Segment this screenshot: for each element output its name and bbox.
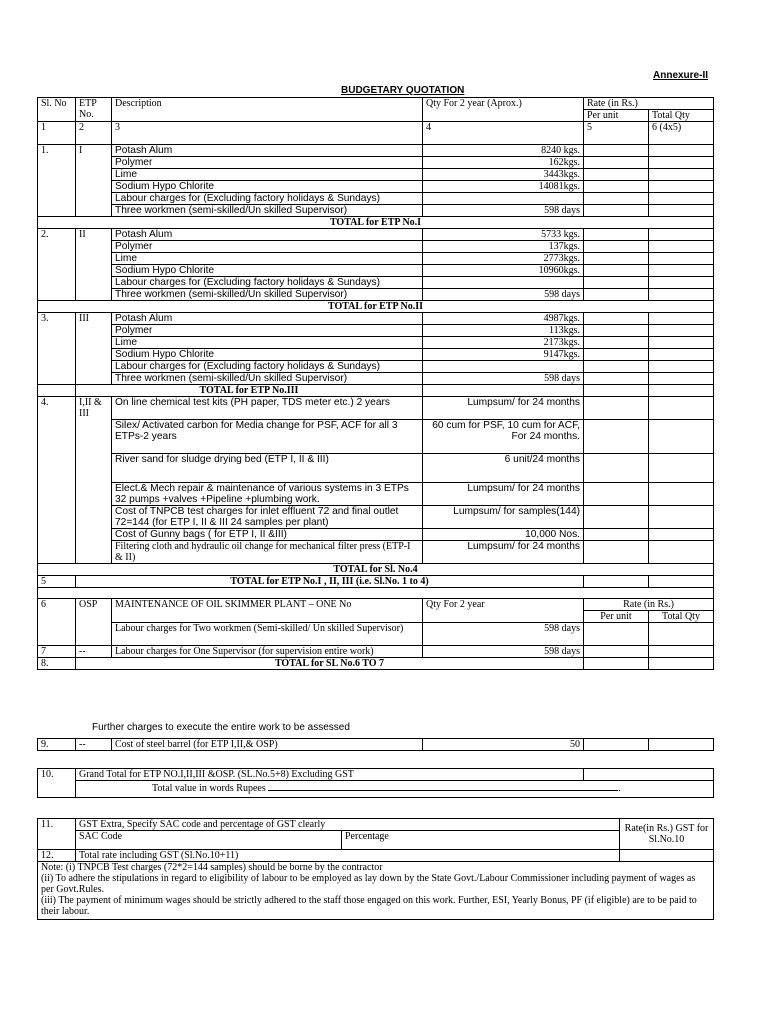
row6-qty-header: Qty For 2 year (423, 599, 584, 623)
header-qty: Qty For 2 year (Aprox.) (423, 98, 584, 122)
notes-block (38, 862, 714, 920)
etp2-item-desc: Labour charges for (Excluding factory holidays & Sundays) (112, 277, 423, 289)
header-description: Description (112, 98, 423, 122)
etp2-item-desc: Polymer (112, 241, 423, 253)
etp1-item-desc: Lime (112, 169, 423, 181)
row11-sl: 11. (38, 819, 76, 850)
etp3-item-qty (423, 361, 584, 373)
row8-sl: 8. (38, 658, 76, 670)
etp1-item-qty: 3443kgs. (423, 169, 584, 181)
etp1-item-desc: Three workmen (semi-skilled/Un skilled Supervisor) (112, 205, 423, 217)
etp3-item-desc: Potash Alum (112, 313, 423, 325)
row6-etp: OSP (76, 599, 112, 646)
etp3-item-qty: 9147kgs. (423, 349, 584, 361)
sl4-item-qty: Lumpsum/ for 24 months (423, 541, 584, 564)
col-num-5: 5 (584, 122, 649, 145)
etp2-item-qty: 5733 kgs. (423, 229, 584, 241)
row11-rate: Rate(in Rs.) GST for Sl.No.10 (620, 819, 714, 850)
row10-words (76, 781, 714, 798)
steel-barrel-table (37, 738, 714, 751)
row9-desc: Cost of steel barrel (for ETP I,II,& OSP) (112, 739, 423, 751)
etp2-total: TOTAL for ETP No.II (38, 301, 714, 313)
note-3: (iii) The payment of minimum wages should be strictly adhered to the staff those engaged on this work. Further, ESI, Yearly Bonus, PF (if eligible) are to be paid to their labour. (41, 895, 697, 917)
sl4-item-desc: Cost of Gunny bags ( for ETP I, II &III) (112, 529, 423, 541)
etp2-item-desc: Potash Alum (112, 229, 423, 241)
etp1-item-qty (423, 193, 584, 205)
gst-table (37, 818, 714, 920)
row8-total: TOTAL for SL No.6 TO 7 (76, 658, 584, 670)
header-per-unit: Per unit (584, 110, 649, 122)
sl4-item-qty: 60 cum for PSF, 10 cum for ACF, For 24 months. (423, 420, 584, 454)
etp2-item-desc: Three workmen (semi-skilled/Un skilled Supervisor) (112, 289, 423, 301)
sl4-item-desc: Elect.& Mech repair & maintenance of various systems in 3 ETPs 32 pumps +valves +Pipeline +plumbing work. (112, 483, 423, 506)
etp1-total: TOTAL for ETP No.I (38, 217, 714, 229)
row11-desc: GST Extra, Specify SAC code and percentage of GST clearly (76, 819, 620, 831)
row6-total-qty: Total Qty (649, 611, 714, 623)
sl4-item-qty: Lumpsum/ for 24 months (423, 483, 584, 506)
percentage-label: Percentage (342, 831, 620, 850)
sl4-item-qty: 10,000 Nos. (423, 529, 584, 541)
quotation-table (37, 97, 714, 670)
etp3-item-qty: 598 days (423, 373, 584, 385)
header-sl: Sl. No (38, 98, 76, 122)
etp3-item-desc: Sodium Hypo Chlorite (112, 349, 423, 361)
col-num-1: 1 (38, 122, 76, 145)
note-1: Note: (i) TNPCB Test charges (72*2=144 samples) should be borne by the contractor (41, 862, 383, 873)
etp2-item-desc: Sodium Hypo Chlorite (112, 265, 423, 277)
etp3-total: TOTAL for ETP No.III (76, 385, 423, 397)
etp1-item-qty: 598 days (423, 205, 584, 217)
etp1-item-qty: 14081kgs. (423, 181, 584, 193)
further-charges-note: Further charges to execute the entire work to be assessed (92, 722, 350, 733)
annexure-label: Annexure-II (653, 70, 709, 81)
etp2-item-qty: 137kgs. (423, 241, 584, 253)
row6-desc: MAINTENANCE OF OIL SKIMMER PLANT – ONE No (112, 599, 423, 623)
etp2-item-qty (423, 277, 584, 289)
sl4-item-qty: 6 unit/24 months (423, 454, 584, 483)
row10-desc: Grand Total for ETP NO.I,II,III &OSP. (SL.No.5+8) Excluding GST (76, 769, 584, 781)
sl4-item-desc: Silex/ Activated carbon for Media change for PSF, ACF for all 3 ETPs-2 years (112, 420, 423, 454)
sl4-item-desc: River sand for sludge drying bed (ETP I, II & III) (112, 454, 423, 483)
etp2-item-qty: 2773kgs. (423, 253, 584, 265)
etp3-item-desc: Three workmen (semi-skilled/Un skilled Supervisor) (112, 373, 423, 385)
header-total-qty: Total Qty (649, 110, 714, 122)
header-etp: ETP No. (76, 98, 112, 122)
row5-total: TOTAL for ETP No.I , II, III (i.e. Sl.No. 1 to 4) (76, 576, 584, 588)
col-num-2: 2 (76, 122, 112, 145)
grand-total-table (37, 768, 714, 798)
sac-code-label: SAC Code (76, 831, 342, 850)
header-rate: Rate (in Rs.) (584, 98, 714, 110)
row9-qty: 50 (423, 739, 584, 751)
row6-sl: 6 (38, 599, 76, 646)
words-label: Total value in words Rupees (152, 783, 266, 794)
row6-labour-desc: Labour charges for Two workmen (Semi-skilled/ Un skilled Supervisor) (112, 623, 423, 646)
col-num-4: 4 (423, 122, 584, 145)
etp3-item-qty: 2173kgs. (423, 337, 584, 349)
row7-etp: -- (76, 646, 112, 658)
sl4-total: TOTAL for Sl. No.4 (38, 564, 714, 576)
etp3-sl: 3. (38, 313, 76, 385)
etp1-item-desc: Labour charges for (Excluding factory holidays & Sundays) (112, 193, 423, 205)
row6-rate-header: Rate (in Rs.) (584, 599, 714, 611)
words-blank (268, 781, 618, 791)
etp3-item-qty: 4987kgs. (423, 313, 584, 325)
etp2-no: II (76, 229, 112, 301)
row10-sl: 10. (38, 769, 76, 798)
sl4-sl: 4. (38, 397, 76, 564)
sl4-item-desc: Cost of TNPCB test charges for inlet effluent 72 and final outlet 72=144 (for ETP I, II & III 24 samples per plant) (112, 506, 423, 529)
row7-sl: 7 (38, 646, 76, 658)
etp1-no: I (76, 145, 112, 217)
etp3-no: III (76, 313, 112, 385)
row7-qty: 598 days (423, 646, 584, 658)
etp1-item-qty: 8240 kgs. (423, 145, 584, 157)
row6-labour-qty: 598 days (423, 623, 584, 646)
etp1-item-desc: Sodium Hypo Chlorite (112, 181, 423, 193)
note-2: (ii) To adhere the stipulations in regard to eligibility of labour to be employed as lay down by the State Govt./Labour Commissioner including payment of wages as per Govt.Rules. (41, 873, 696, 895)
etp3-item-desc: Lime (112, 337, 423, 349)
etp3-item-qty: 113kgs. (423, 325, 584, 337)
row12-desc: Total rate including GST (Sl.No.10+11) (76, 850, 620, 862)
etp2-sl: 2. (38, 229, 76, 301)
words-end: . (618, 783, 621, 794)
etp1-item-desc: Polymer (112, 157, 423, 169)
etp3-item-desc: Polymer (112, 325, 423, 337)
etp1-item-desc: Potash Alum (112, 145, 423, 157)
row7-desc: Labour charges for One Supervisor (for supervision entire work) (112, 646, 423, 658)
sl4-item-desc: On line chemical test kits (PH paper, TDS meter etc.) 2 years (112, 397, 423, 420)
etp3-item-desc: Labour charges for (Excluding factory holidays & Sundays) (112, 361, 423, 373)
col-num-6: 6 (4x5) (649, 122, 714, 145)
row9-etp: -- (76, 739, 112, 751)
etp1-sl: 1. (38, 145, 76, 217)
sl4-etp: I,II & III (76, 397, 112, 564)
etp2-item-qty: 10960kgs. (423, 265, 584, 277)
row9-sl: 9. (38, 739, 76, 751)
etp2-item-qty: 598 days (423, 289, 584, 301)
etp2-item-desc: Lime (112, 253, 423, 265)
sl4-item-qty: Lumpsum/ for 24 months (423, 397, 584, 420)
sl4-item-desc: Filtering cloth and hydraulic oil change for mechanical filter press (ETP-I & II) (112, 541, 423, 564)
col-num-3: 3 (112, 122, 423, 145)
sl4-item-qty: Lumpsum/ for samples(144) (423, 506, 584, 529)
row6-per-unit: Per unit (584, 611, 649, 623)
row12-sl: 12. (38, 850, 76, 862)
etp1-item-qty: 162kgs. (423, 157, 584, 169)
document-title: BUDGETARY QUOTATION (341, 85, 465, 96)
row5-sl: 5 (38, 576, 76, 588)
